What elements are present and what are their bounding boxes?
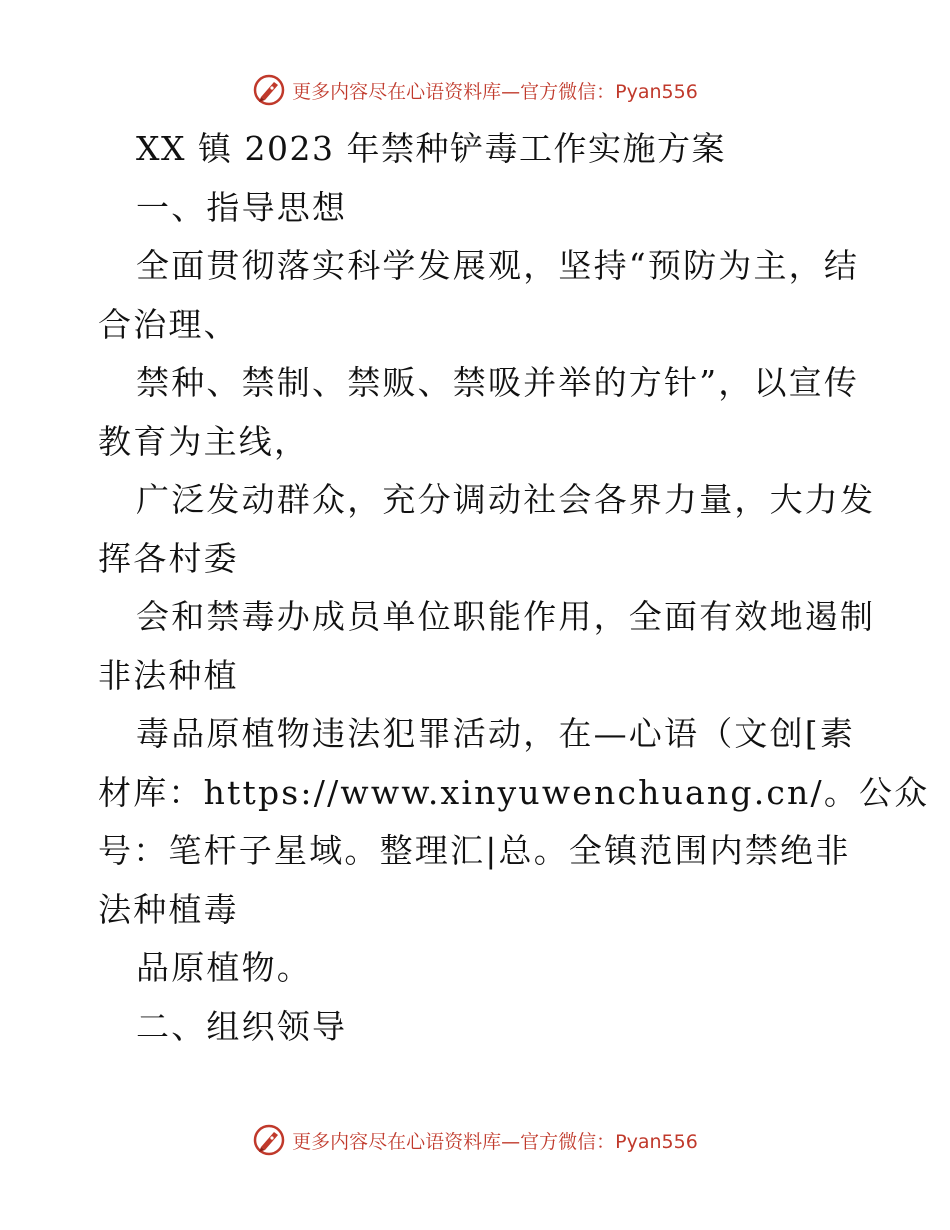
paragraph-line: 禁种、禁制、禁贩、禁吸并举的方针”，以宣传: [136, 363, 860, 402]
paragraph-line: 广泛发动群众，充分调动社会各界力量，大力发: [136, 480, 876, 519]
pen-nib-logo-icon: [252, 73, 286, 107]
section-heading-1: 一、指导思想: [136, 187, 348, 227]
paragraph-line: 教育为主线，: [98, 421, 310, 461]
header-banner-inner: [252, 73, 698, 107]
paragraph-line: 会和禁毒办成员单位职能作用，全面有效地遏制: [136, 597, 876, 636]
section-heading-2: 二、组织领导: [136, 1006, 348, 1046]
pen-nib-logo-icon: [252, 1123, 286, 1157]
document-body: [98, 120, 930, 1056]
paragraph-line: 品原植物。: [136, 948, 312, 987]
paragraph-line: 号：笔杆子星域。整理汇|总。全镇范围内禁绝非: [98, 831, 851, 870]
paragraph-line: 挥各村委: [98, 538, 239, 578]
document-title: XX 镇 2023 年禁种铲毒工作实施方案: [136, 129, 726, 168]
paragraph-line: 材库：https://www.xinyuwenchuang.cn/。公众: [98, 772, 930, 812]
footer-banner-text: 更多内容尽在心语资料库—官方微信：Pyan556: [292, 1130, 698, 1153]
footer-banner: [0, 1120, 950, 1160]
header-banner-text: 更多内容尽在心语资料库—官方微信：Pyan556: [292, 80, 698, 103]
paragraph-line: 非法种植: [98, 655, 239, 695]
paragraph-line: 合治理、: [98, 304, 239, 344]
paragraph-line: 法种植毒: [98, 889, 239, 929]
paragraph-line: 全面贯彻落实科学发展观，坚持“预防为主，结: [136, 246, 860, 285]
header-banner: [0, 70, 950, 110]
paragraph-line: 毒品原植物违法犯罪活动，在—心语（文创[素: [136, 714, 856, 753]
footer-banner-inner: [252, 1123, 698, 1157]
